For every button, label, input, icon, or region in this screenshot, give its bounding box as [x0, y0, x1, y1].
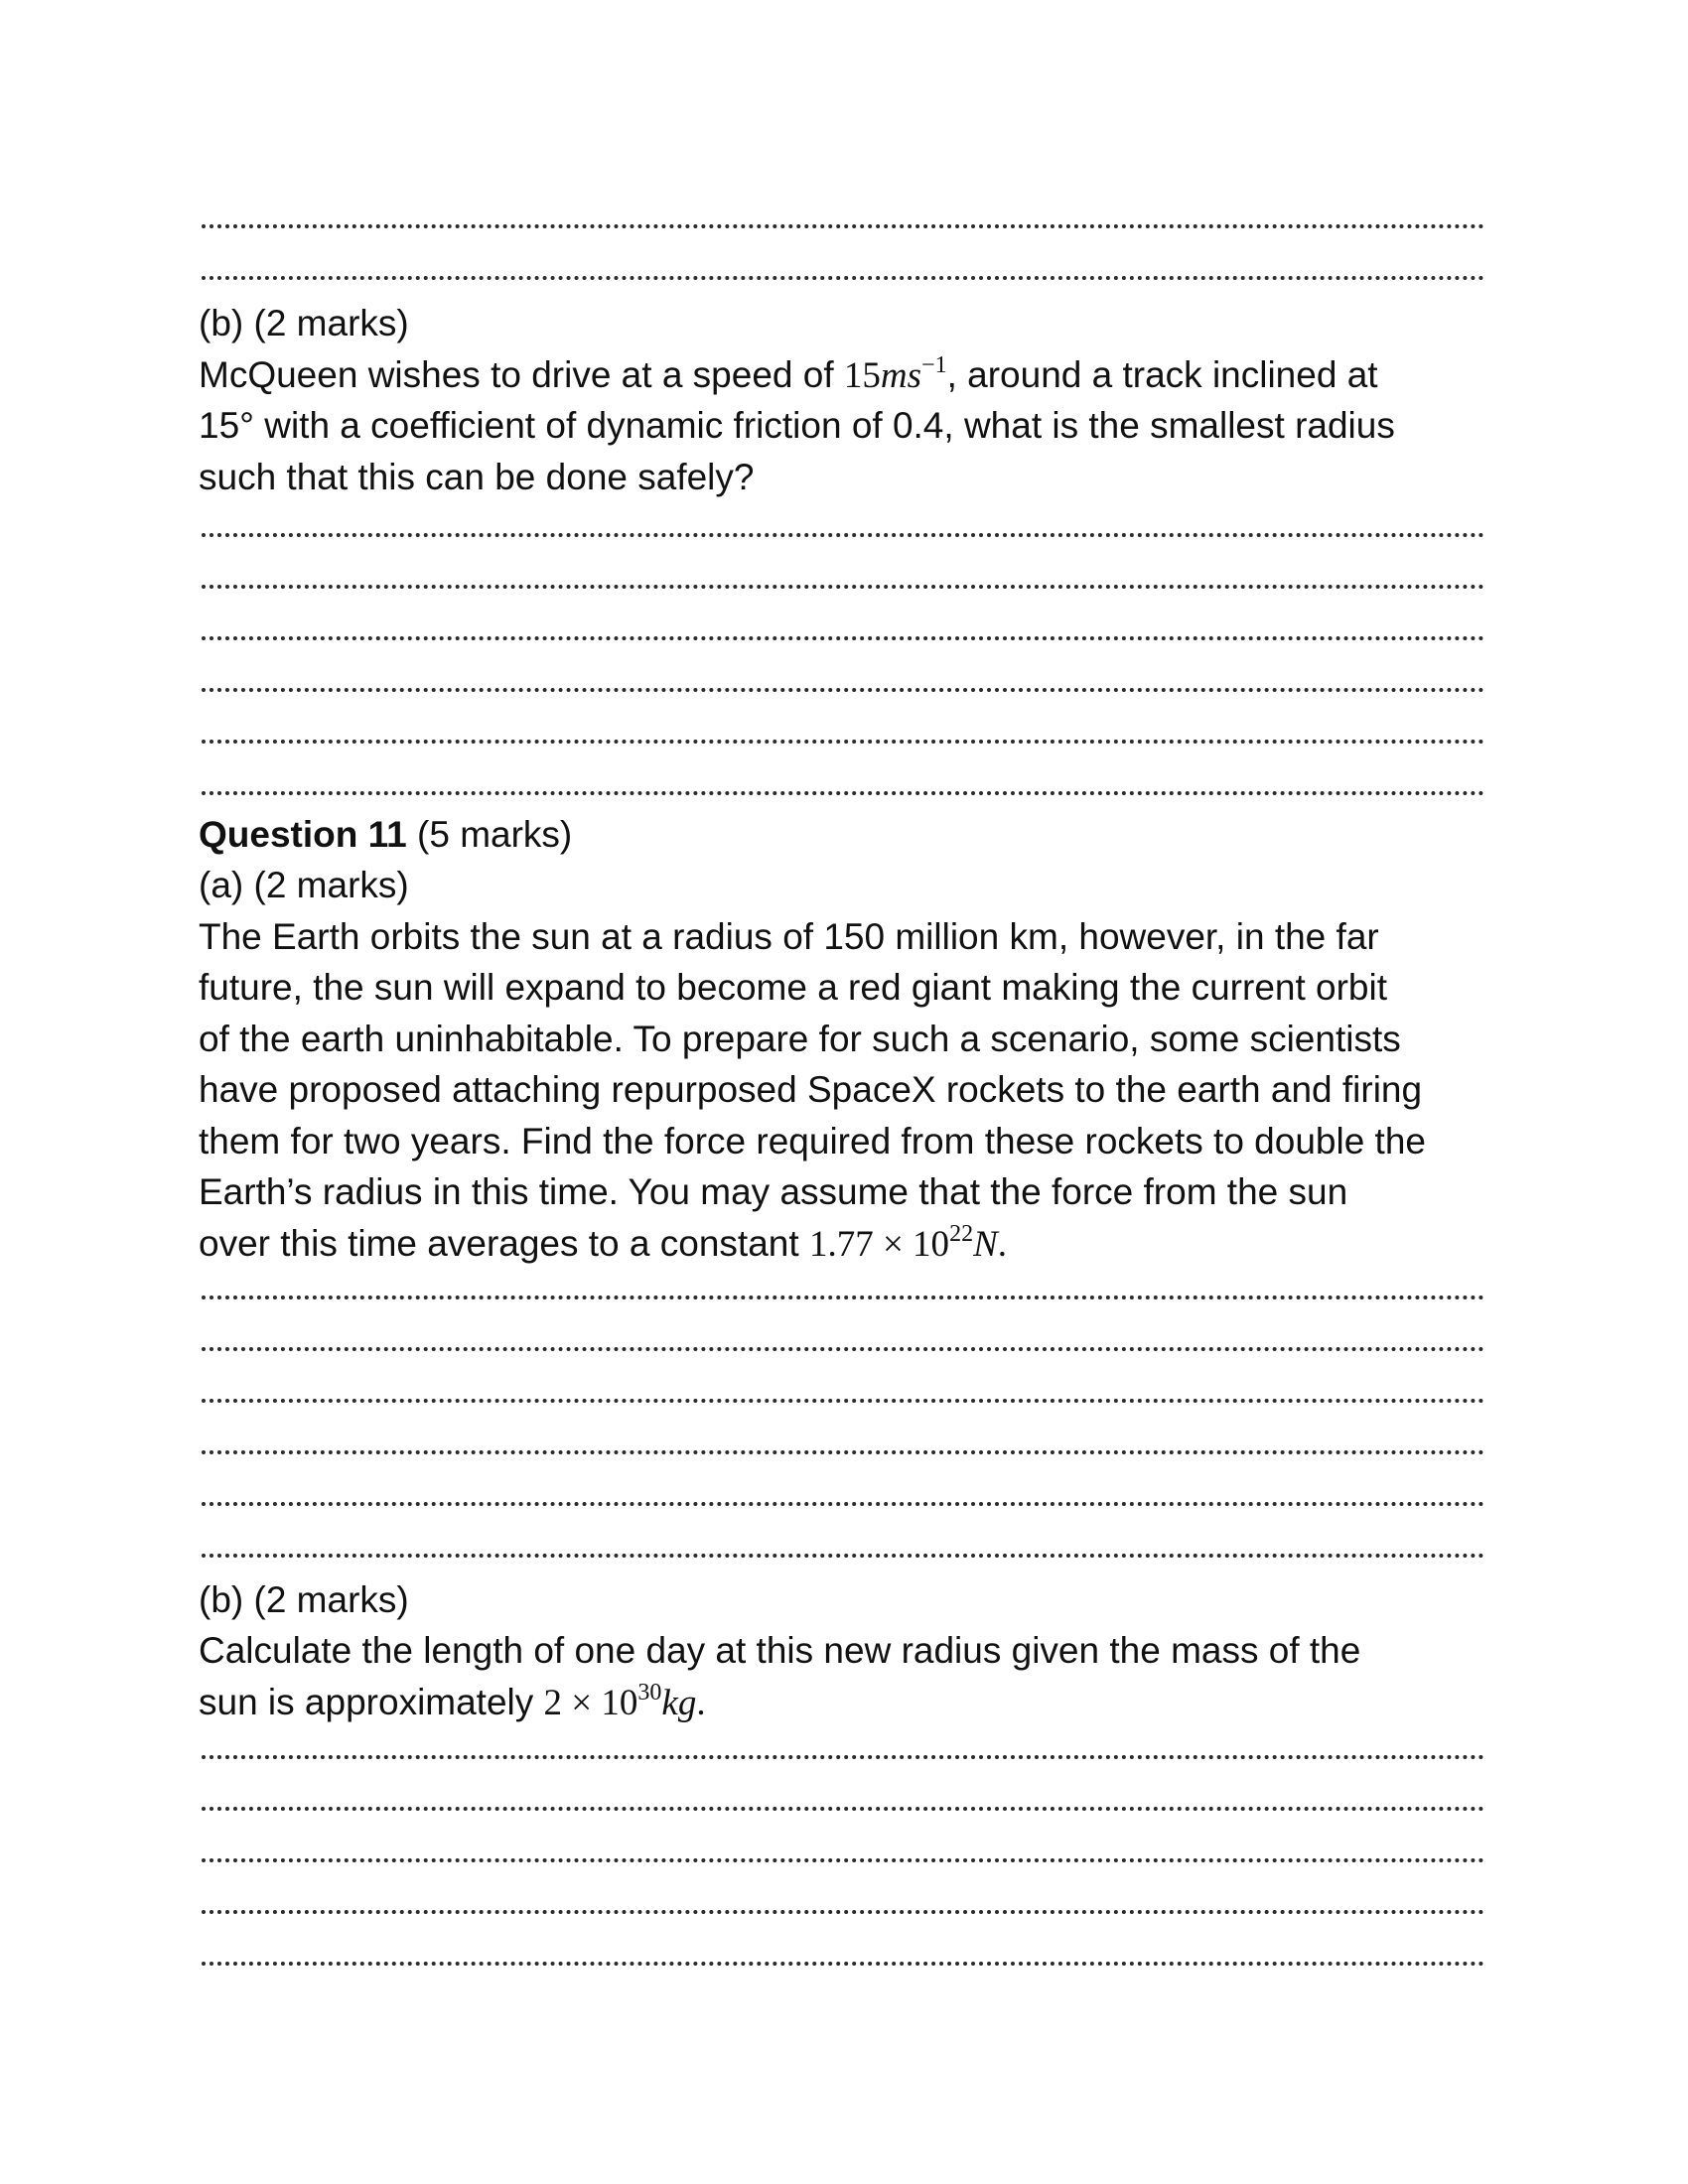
question-text-line: sun is approximately $2 \times 10^{30}kg$. — [199, 1679, 706, 1723]
answer-line — [202, 1554, 1484, 1558]
force-math: $1.77 \times 10^{22}N$. — [808, 1220, 1007, 1265]
question-text-line: future, the sun will expand to become a red giant making the current orbit — [199, 967, 1388, 1008]
answer-line — [202, 1450, 1484, 1454]
answer-line — [202, 1858, 1484, 1862]
answer-line — [202, 224, 1484, 228]
question-11-heading — [199, 809, 572, 861]
part-b-label: (b) (2 marks) — [199, 1579, 409, 1620]
answer-line — [202, 740, 1484, 744]
speed-math: $15ms^{-1}$ — [843, 351, 947, 396]
question-text-line: over this time averages to a constant $1.77 \times 10^{22}N$. — [199, 1220, 1007, 1265]
question-text-line: Calculate the length of one day at this new radius given the mass of the — [199, 1630, 1361, 1671]
answer-line — [202, 1347, 1484, 1351]
answer-line — [202, 1910, 1484, 1914]
answer-line — [202, 1962, 1484, 1966]
question-text-line: of the earth uninhabitable. To prepare for such a scenario, some scientists — [199, 1019, 1401, 1059]
question-text-line: have proposed attaching repurposed SpaceX rockets to the earth and firing — [199, 1069, 1423, 1110]
question-marks: (5 marks) — [406, 814, 573, 855]
answer-line — [202, 688, 1484, 692]
answer-line — [202, 1502, 1484, 1506]
question-text-line: such that this can be done safely? — [199, 457, 755, 497]
answer-line — [202, 585, 1484, 589]
mass-math: $2 \times 10^{30}kg$. — [543, 1679, 706, 1723]
question-text-line: Earth’s radius in this time. You may assume that the force from the sun — [199, 1171, 1348, 1212]
question-text-line: 15° with a coefficient of dynamic friction of 0.4, what is the smallest radius — [199, 405, 1395, 446]
answer-line — [202, 636, 1484, 640]
answer-line — [202, 533, 1484, 537]
part-a-label: (a) (2 marks) — [199, 865, 409, 905]
question-text-line: The Earth orbits the sun at a radius of 150 million km, however, in the far — [199, 916, 1379, 957]
answer-line — [202, 276, 1484, 280]
answer-line — [202, 791, 1484, 795]
question-text-line: them for two years. Find the force required from these rockets to double the — [199, 1121, 1426, 1161]
answer-line — [202, 1296, 1484, 1299]
answer-line — [202, 1399, 1484, 1403]
answer-line — [202, 1807, 1484, 1811]
question-text-line: McQueen wishes to drive at a speed of $15ms^{-1}$, around a track inclined at — [199, 351, 1378, 396]
question-title: Question 11 — [199, 814, 407, 855]
answer-line — [202, 1755, 1484, 1759]
part-b-label: (b) (2 marks) — [199, 303, 409, 343]
